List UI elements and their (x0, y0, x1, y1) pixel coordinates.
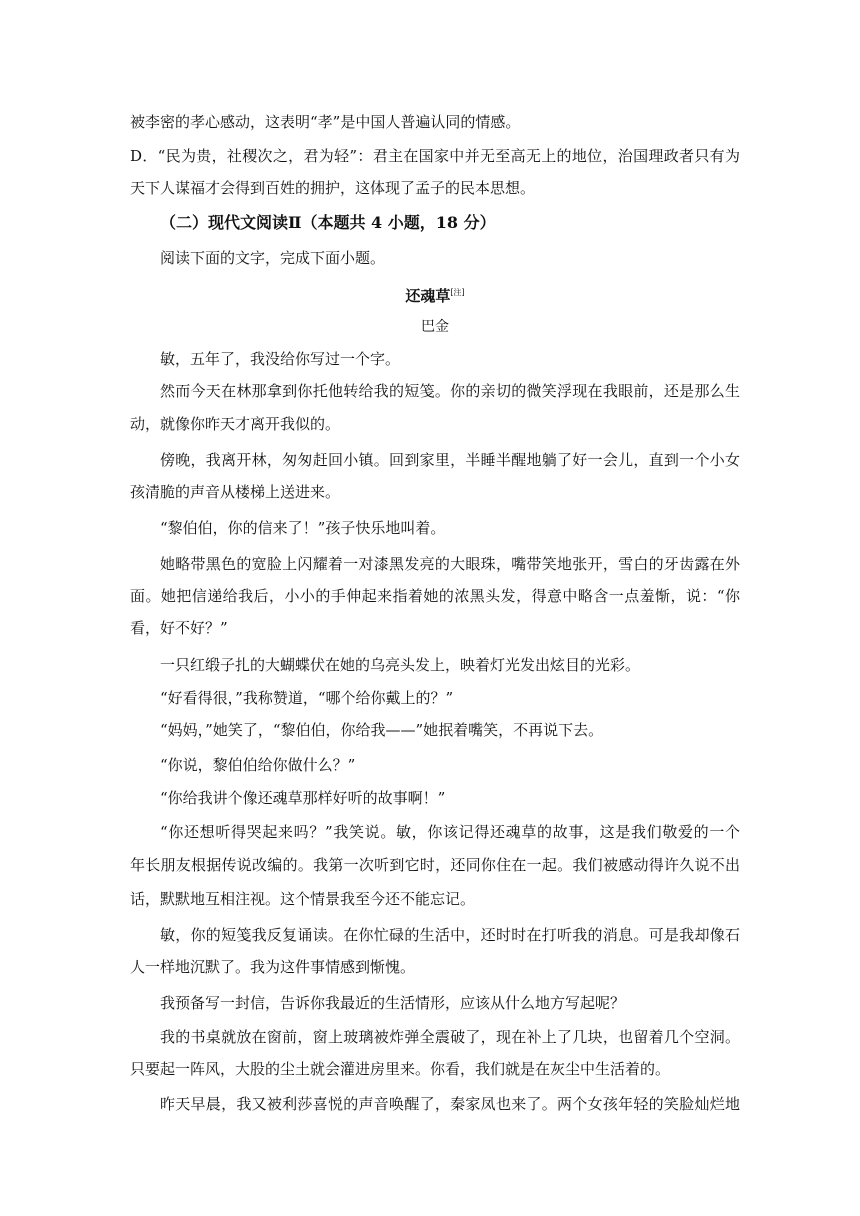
paragraph-line: 然而今天在林那拿到你托他转给我的短笺。你的亲切的微笑浮现在我眼前，还是那么生 (160, 382, 740, 400)
paragraph-line: 敏，你的短笺我反复诵读。在你忙碌的生活中，还时时在打听我的消息。可是我却像石 (160, 926, 740, 944)
article-title-row (130, 283, 740, 306)
paragraph-line: “你还想听得哭起来吗？”我笑说。敏，你该记得还魂草的故事，这是我们敬爱的一个 (160, 823, 740, 841)
paragraph-line: 孩清脆的声音从楼梯上送进来。 (130, 483, 341, 501)
paragraph-line: 只要起一阵风，大股的尘土就会灌进房里来。你看，我们就是在灰尘中生活着的。 (130, 1060, 671, 1078)
paragraph-line: “你说，黎伯伯给你做什么？” (160, 756, 356, 774)
paragraph-line: “好看得很，”我称赞道，“哪个给你戴上的？” (160, 689, 454, 707)
option-d-line: 天下人谋福才会得到百姓的拥护，这体现了孟子的民本思想。 (130, 179, 536, 197)
paragraph-line: 话，默默地互相注视。这个情景我至今还不能忘记。 (130, 890, 476, 908)
paragraph-line: “妈妈，”她笑了，“黎伯伯，你给我——”她抿着嘴笑，不再说下去。 (160, 721, 604, 739)
paragraph-line: 我的书桌就放在窗前，窗上玻璃被炸弹全震破了，现在补上了几块，也留着几个空洞。 (160, 1028, 740, 1046)
paragraph-line: “黎伯伯，你的信来了！”孩子快乐地叫着。 (160, 519, 446, 537)
paragraph-line: 傍晚，我离开林，匆匆赶回小镇。回到家里，半睡半醒地躺了好一会儿，直到一个小女 (160, 451, 740, 469)
paragraph-line: 敏，五年了，我没给你写过一个字。 (160, 350, 401, 368)
article-author: 巴金 (421, 319, 449, 335)
paragraph-line: “你给我讲个像还魂草那样好听的故事啊！” (160, 789, 446, 807)
paragraph-line: 看，好不好？” (130, 619, 228, 637)
paragraph-line: 年长朋友根据传说改编的。我第一次听到它时，还同你住在一起。我们被感动得许久说不出 (130, 856, 740, 874)
section-instruction: 阅读下面的文字，完成下面小题。 (160, 249, 386, 267)
paragraph-line: 面。她把信递给我后，小小的手伸起来指着她的浓黑头发，得意中略含一点羞惭，说：“你 (130, 587, 740, 605)
note-mark: [注] (450, 288, 465, 297)
article-title: 还魂草 (405, 287, 451, 305)
paragraph-line: 人一样地沉默了。我为这件事情感到惭愧。 (130, 958, 416, 976)
option-d-line: D．“民为贵，社稷次之，君为轻”：君主在国家中并无至高无上的地位，治国理政者只有为 (130, 147, 740, 165)
paragraph-line: 我预备写一封信，告诉你我最近的生活情形，应该从什么地方写起呢？ (160, 994, 626, 1012)
paragraph-line: 一只红缎子扎的大蝴蝶伏在她的乌亮头发上，映着灯光发出炫目的光彩。 (160, 656, 641, 674)
paragraph-line: 动，就像你昨天才离开我似的。 (130, 415, 341, 433)
paragraph-line: 她略带黑色的宽脸上闪耀着一对漆黑发亮的大眼珠，嘴带笑地张开，雪白的牙齿露在外 (160, 555, 740, 573)
paragraph-line: 昨天早晨，我又被利莎喜悦的声音唤醒了，秦家凤也来了。两个女孩年轻的笑脸灿烂地 (160, 1095, 740, 1113)
prev-question-line: 被李密的孝心感动，这表明“孝”是中国人普遍认同的情感。 (130, 113, 521, 131)
section-heading: （二）现代文阅读Ⅱ（本题共 4 小题，18 分） (160, 213, 496, 232)
